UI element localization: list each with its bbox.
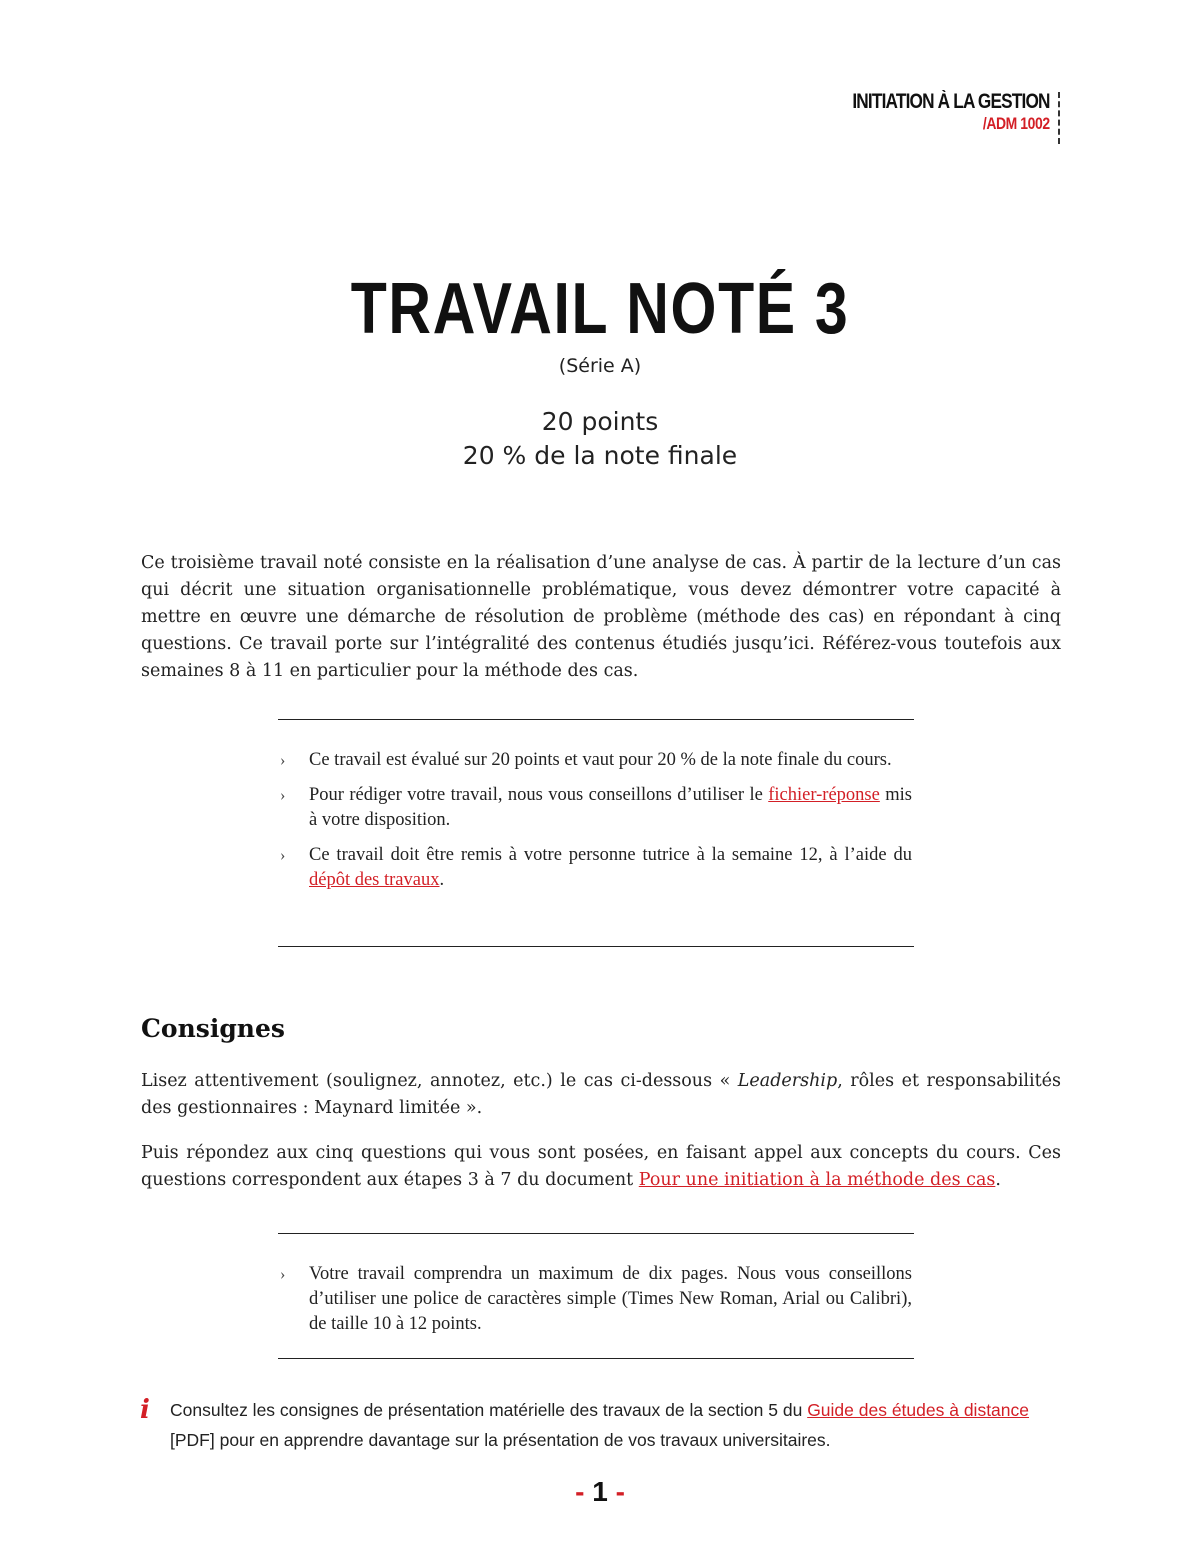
chevron-right-icon: › — [280, 752, 286, 769]
section-title: Consignes — [141, 1014, 285, 1043]
course-code: /ADM 1002 — [983, 114, 1050, 134]
points-info — [0, 405, 1200, 473]
page-title: TRAVAIL NOTÉ 3 — [350, 269, 850, 349]
course-header — [809, 90, 1050, 134]
case-method-link[interactable]: Pour une initiation à la méthode des cas — [638, 1170, 996, 1190]
list-item — [278, 783, 912, 833]
item-text: Votre travail comprendra un maximum de dix pages. Nous vous conseillons d’utiliser une police de caractères simple (Times New Roman, Arial ou Calibri), de taille 10 à 12 points. — [309, 1264, 912, 1334]
note-text: Consultez les consignes de présentation matérielle des travaux de la section 5 du Guide des études à distance [PDF] pour en apprendre davantage sur la présentation de vos travaux universitaires. — [170, 1400, 1030, 1450]
info-icon: i — [140, 1395, 150, 1425]
emphasis-text: Leadership — [737, 1071, 838, 1091]
instructions-paragraph: Lisez attentivement (soulignez, annotez, etc.) le cas ci-dessous « Leadership, rôles et responsabilités des gestionnaires : Maynard limitée ». — [141, 1071, 1061, 1118]
chevron-right-icon: › — [280, 1266, 286, 1283]
distance-guide-link[interactable]: Guide des études à distance — [807, 1400, 1030, 1420]
info-box — [278, 1233, 914, 1359]
info-note — [140, 1395, 1065, 1455]
item-text: Pour rédiger votre travail, nous vous conseillons d’utiliser le — [309, 785, 769, 805]
page-number: - 1 - — [575, 1476, 625, 1507]
series-label: (Série A) — [558, 355, 642, 377]
item-text: Ce travail est évalué sur 20 points et vaut pour 20 % de la note finale du cours. — [309, 750, 892, 770]
course-name: INITIATION À LA GESTION — [852, 90, 1050, 113]
header-divider — [1058, 92, 1060, 144]
intro-paragraph: Ce troisième travail noté consiste en la réalisation d’une analyse de cas. À partir de la lecture d’un cas qui décrit une situation organisationnelle problématique, vous devez démontrer votre capacité à mettre en œuvre une démarche de résolution de problème (méthode des cas) en répondant à cinq questions. Ce travail porte sur l’intégralité des contenus étudiés jusqu’ici. Référez-vous toutefois aux semaines 8 à 11 en particulier pour la méthode des cas. — [141, 553, 1061, 681]
list-item — [278, 843, 912, 893]
submission-link[interactable]: dépôt des travaux — [309, 870, 440, 890]
points-value: 20 points — [541, 407, 659, 436]
item-text: mis à votre disposition. — [309, 785, 912, 830]
chevron-right-icon: › — [280, 787, 286, 804]
instructions-paragraph: Puis répondez aux cinq questions qui vous sont posées, en faisant appel aux concepts du cours. Ces questions correspondent aux étapes 3 à 7 du document Pour une initiation à la méthode des cas. — [141, 1143, 1061, 1190]
info-box — [278, 719, 914, 947]
item-text: Ce travail doit être remis à votre personne tutrice à la semaine 12, à l’aide du — [309, 845, 912, 865]
list-item — [278, 1262, 912, 1337]
list-item — [278, 748, 912, 773]
item-text: . — [439, 870, 445, 890]
chevron-right-icon: › — [280, 847, 286, 864]
points-weight: 20 % de la note finale — [462, 441, 738, 470]
answer-file-link[interactable]: fichier-réponse — [768, 785, 880, 805]
